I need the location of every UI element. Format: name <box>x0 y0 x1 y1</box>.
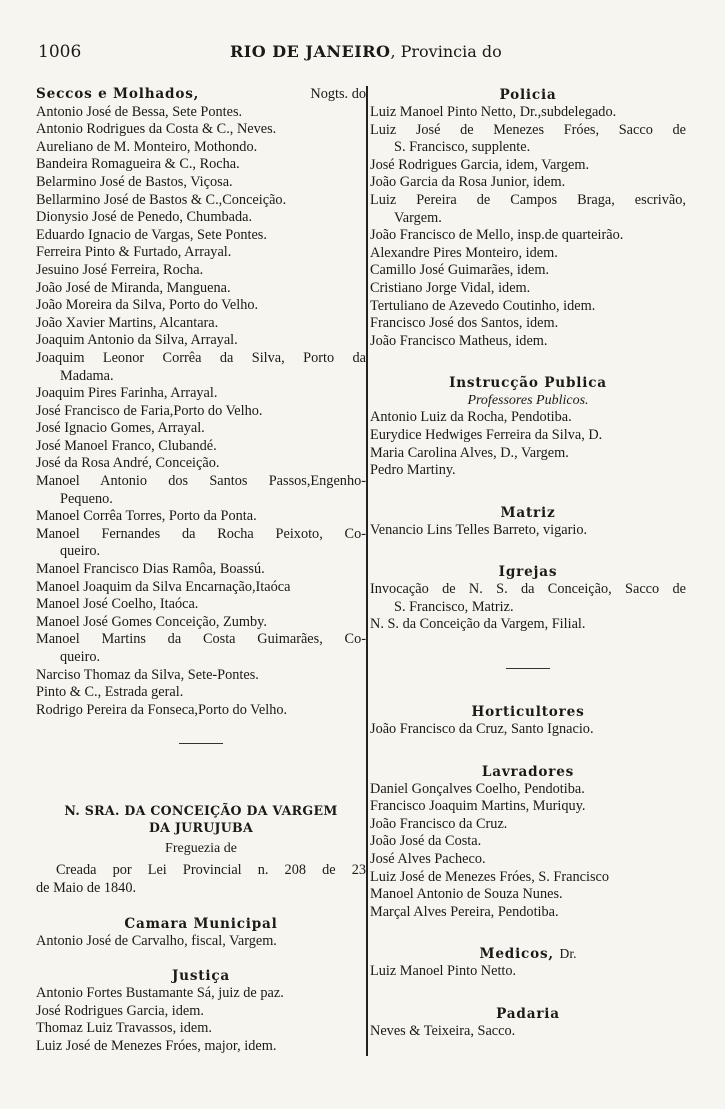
list-item: Manoel Antonio dos Santos Passos,Engenho- <box>36 473 366 490</box>
list-item: Camillo José Guimarães, idem. <box>370 262 550 279</box>
header-subtitle: , Provincia do <box>390 42 502 61</box>
list-item: Antonio Fortes Bustamante Sá, juiz de paz. <box>36 985 284 1002</box>
list-item: Francisco Joaquim Martins, Muriquy. <box>370 798 586 815</box>
list-item: João José de Miranda, Manguena. <box>36 279 231 296</box>
section-heading-camara: Camara Municipal <box>124 915 278 932</box>
list-item: Ferreira Pinto & Furtado, Arrayal. <box>36 244 232 261</box>
freguezia-label: Freguezia de <box>165 841 237 857</box>
list-item: Luiz Manoel Pinto Netto, Dr.,subdelegado. <box>370 104 617 120</box>
list-item: Luiz José de Menezes Fróes, S. Francisco <box>370 868 610 885</box>
section-heading-policia: Policia <box>499 87 557 103</box>
list-item: Jesuino José Ferreira, Rocha. <box>36 261 204 278</box>
section-heading-seccos <box>36 86 366 104</box>
section-heading-igrejas: Igrejas <box>498 564 558 581</box>
list-item: Luiz José de Menezes Fróes, major, idem. <box>36 1037 277 1054</box>
list-item: Dionysio José de Penedo, Chumbada. <box>36 209 253 226</box>
list-item: João Garcia da Rosa Junior, idem. <box>370 174 566 191</box>
list-item: Daniel Gonçalves Coelho, Pendotiba. <box>370 780 585 797</box>
list-item: Pinto & C., Estrada geral. <box>36 684 184 701</box>
list-item: N. S. da Conceição da Vargem, Filial. <box>370 616 586 633</box>
list-item: Narciso Thomaz da Silva, Sete-Pontes. <box>36 666 259 683</box>
list-item: Rodrigo Pereira da Fonseca,Porto do Velho. <box>36 701 288 718</box>
list-item: Manoel José Coelho, Itaóca. <box>36 596 199 613</box>
list-item: Manoel Joaquim da Silva Encarnação,Itaóca <box>36 578 291 595</box>
list-item: Francisco José dos Santos, idem. <box>370 315 559 332</box>
list-item-continuation: Vargem. <box>394 209 442 226</box>
list-item: José Francisco de Faria,Porto do Velho. <box>36 402 263 419</box>
list-item: Luiz Manoel Pinto Netto. <box>370 963 517 980</box>
list-item: Manoel Corrêa Torres, Porto da Ponta. <box>36 508 257 525</box>
list-item: José da Rosa André, Conceição. <box>36 455 220 472</box>
list-item-continuation: Madama. <box>60 367 114 384</box>
list-item: Manoel José Gomes Conceição, Zumby. <box>36 613 267 630</box>
section-heading-instruccao: Instrucção Publica <box>449 375 607 392</box>
page-header <box>38 40 678 64</box>
list-item: José Rodrigues Garcia, idem. <box>36 1002 204 1019</box>
list-item: Manoel Antonio de Souza Nunes. <box>370 886 563 903</box>
list-item: Manoel Francisco Dias Ramôa, Boassú. <box>36 561 265 578</box>
list-item-continuation: S. Francisco, Matriz. <box>394 598 514 615</box>
header-title <box>230 42 502 61</box>
right-column <box>370 86 686 1041</box>
section-subheading-professores: Professores Publicos. <box>467 393 589 409</box>
list-item: Luiz José de Menezes Fróes, Sacco de <box>370 121 686 138</box>
list-item: José Rodrigues Garcia, idem, Vargem. <box>370 156 590 173</box>
list-item-continuation: Pequeno. <box>60 490 113 507</box>
list-item: Antonio José de Bessa, Sete Pontes. <box>36 103 243 120</box>
list-item: José Alves Pacheco. <box>370 851 486 868</box>
section-heading-lavradores: Lavradores <box>481 763 575 780</box>
list-item: José Ignacio Gomes, Arrayal. <box>36 420 205 437</box>
parish-heading-2: DA JURUJUBA <box>148 820 254 836</box>
section-heading-medicos <box>370 945 686 963</box>
creada-text-2: de Maio de 1840. <box>36 879 137 896</box>
left-column <box>36 86 366 1056</box>
list-item-continuation: queiro. <box>60 649 101 665</box>
list-item: João Francisco da Cruz. <box>370 815 508 832</box>
list-item: Antonio Luiz da Rocha, Pendotiba. <box>370 409 572 426</box>
list-item: Neves & Teixeira, Sacco. <box>370 1023 516 1039</box>
list-item: Antonio Rodrigues da Costa & C., Neves. <box>36 121 277 138</box>
list-item: Aureliano de M. Monteiro, Mothondo. <box>36 138 258 155</box>
list-item: João Francisco Matheus, idem. <box>370 332 548 349</box>
list-item: Eurydice Hedwiges Ferreira da Silva, D. <box>370 426 603 443</box>
list-item: Venancio Lins Telles Barreto, vigario. <box>370 521 588 538</box>
list-item-continuation: S. Francisco, supplente. <box>394 139 531 156</box>
list-item: Thomaz Luiz Travassos, idem. <box>36 1020 212 1037</box>
medicos-heading: Medicos, <box>479 946 554 963</box>
medicos-heading-suffix: Dr. <box>559 946 577 962</box>
parish-heading: N. SRA. DA CONCEIÇÃO DA VARGEM <box>64 803 338 819</box>
list-item: Joaquim Pires Farinha, Arrayal. <box>36 385 218 402</box>
list-item: Marçal Alves Pereira, Pendotiba. <box>370 903 559 920</box>
section-heading-justica: Justiça <box>171 968 231 985</box>
list-item: Pedro Martiny. <box>370 462 456 479</box>
list-item-continuation: queiro. <box>60 543 101 560</box>
list-item: Antonio José de Carvalho, fiscal, Vargem. <box>36 932 277 949</box>
list-item: João Moreira da Silva, Porto do Velho. <box>36 297 259 314</box>
list-item: Invocação de N. S. da Conceição, Sacco de <box>370 581 686 598</box>
header-city: RIO DE JANEIRO <box>230 42 391 61</box>
list-item: João Xavier Martins, Alcantara. <box>36 314 219 331</box>
list-item: João Francisco da Cruz, Santo Ignacio. <box>370 721 594 738</box>
list-item: Cristiano Jorge Vidal, idem. <box>370 279 531 296</box>
list-item: Manoel Fernandes da Rocha Peixoto, Co- <box>36 525 366 542</box>
column-rule <box>366 86 368 1056</box>
list-item: Eduardo Ignacio de Vargas, Sete Pontes. <box>36 226 267 243</box>
section-heading-horticultores: Horticultores <box>471 704 585 721</box>
list-item: Bellarmino José de Bastos & C.,Conceição. <box>36 191 287 208</box>
list-item: Bandeira Romagueira & C., Rocha. <box>36 156 240 173</box>
section-heading-padaria: Padaria <box>496 1006 560 1022</box>
list-item: Joaquim Antonio da Silva, Arrayal. <box>36 332 238 349</box>
list-item: Belarmino José de Bastos, Viçosa. <box>36 173 233 190</box>
list-item: Maria Carolina Alves, D., Vargem. <box>370 444 569 461</box>
list-item: Manoel Martins da Costa Guimarães, Co- <box>36 631 366 648</box>
list-item: João José da Costa. <box>370 833 482 850</box>
list-item: José Manoel Franco, Clubandé. <box>36 437 217 454</box>
page-number: 1006 <box>38 42 82 62</box>
list-item: João Francisco de Mello, insp.de quarteirão. <box>370 227 624 244</box>
list-item: Luiz Pereira de Campos Braga, escrivão, <box>370 191 686 208</box>
list-item: Tertuliano de Azevedo Coutinho, idem. <box>370 297 596 314</box>
section-heading-matriz: Matriz <box>500 504 556 521</box>
seccos-heading-suffix: Nogts. do <box>310 86 366 102</box>
list-item: Alexandre Pires Monteiro, idem. <box>370 244 558 261</box>
seccos-heading: Seccos e Molhados, <box>36 86 200 102</box>
creada-text: Creada por Lei Provincial n. 208 de 23 <box>56 862 366 879</box>
list-item: Joaquim Leonor Corrêa da Silva, Porto da <box>36 349 366 366</box>
